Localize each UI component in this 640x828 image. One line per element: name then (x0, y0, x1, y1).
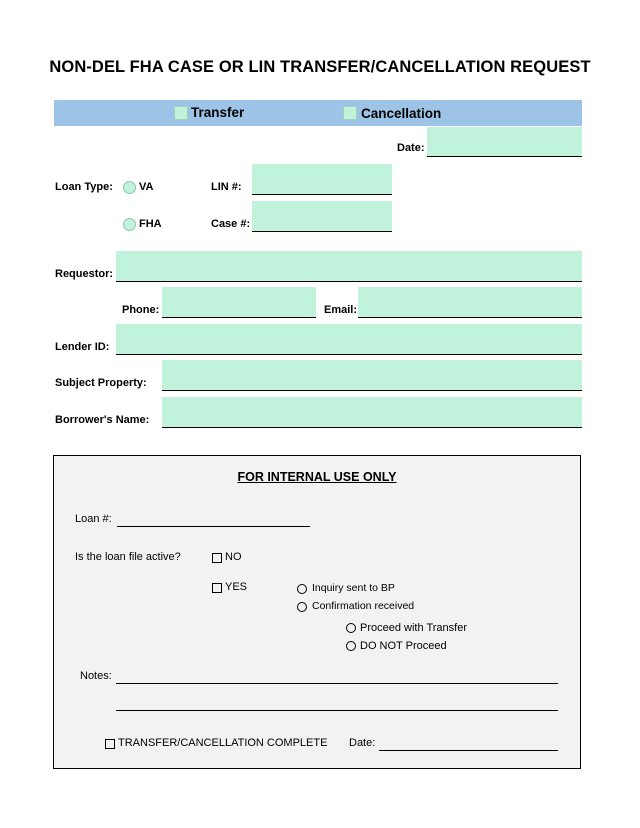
email-label: Email: (324, 304, 358, 316)
internal-date-label: Date: (349, 737, 376, 749)
transfer-label: Transfer (191, 105, 245, 120)
internal-date-field[interactable] (379, 750, 558, 751)
date-field[interactable] (427, 127, 582, 157)
proceed-label: Proceed with Transfer (360, 622, 467, 634)
page-title: NON-DEL FHA CASE OR LIN TRANSFER/CANCELLATION REQUEST (49, 58, 591, 76)
yes-checkbox[interactable] (212, 583, 222, 593)
phone-field[interactable] (162, 287, 316, 318)
notes-label: Notes: (80, 670, 112, 682)
active-question: Is the loan file active? (75, 551, 181, 563)
requestor-field[interactable] (116, 251, 582, 282)
case-field[interactable] (252, 201, 392, 232)
no-label: NO (225, 551, 242, 563)
yes-label: YES (225, 581, 248, 593)
notes-line-1[interactable] (116, 683, 558, 684)
not-proceed-radio[interactable] (346, 641, 356, 651)
email-field[interactable] (358, 287, 582, 318)
internal-use-heading: FOR INTERNAL USE ONLY (237, 470, 397, 484)
va-radio[interactable] (123, 181, 136, 194)
transfer-checkbox[interactable] (174, 106, 188, 120)
subject-property-label: Subject Property: (55, 377, 147, 389)
subject-property-field[interactable] (162, 360, 582, 391)
fha-label: FHA (139, 218, 162, 230)
confirmation-radio[interactable] (297, 602, 307, 612)
va-label: VA (139, 181, 154, 193)
borrower-name-field[interactable] (162, 397, 582, 428)
fha-radio[interactable] (123, 218, 136, 231)
internal-use-panel (53, 455, 581, 769)
notes-line-2[interactable] (116, 710, 558, 711)
not-proceed-label: DO NOT Proceed (360, 640, 447, 652)
lin-field[interactable] (252, 164, 392, 195)
lender-id-label: Lender ID: (55, 341, 110, 353)
inquiry-label: Inquiry sent to BP (312, 582, 395, 594)
complete-checkbox[interactable] (105, 739, 115, 749)
date-label: Date: (397, 142, 425, 154)
borrower-name-label: Borrower's Name: (55, 414, 150, 426)
confirmation-label: Confirmation received (312, 600, 415, 612)
cancellation-checkbox[interactable] (343, 106, 357, 120)
no-checkbox[interactable] (212, 553, 222, 563)
requestor-label: Requestor: (55, 268, 114, 280)
loan-type-label: Loan Type: (55, 181, 113, 193)
request-type-bar (54, 100, 582, 126)
lender-id-field[interactable] (116, 324, 582, 355)
complete-label: TRANSFER/CANCELLATION COMPLETE (118, 737, 328, 749)
proceed-radio[interactable] (346, 623, 356, 633)
internal-loan-label: Loan #: (75, 513, 112, 525)
internal-loan-field[interactable] (117, 526, 310, 527)
phone-label: Phone: (122, 304, 160, 316)
case-label: Case #: (211, 218, 251, 230)
lin-label: LIN #: (211, 181, 242, 193)
inquiry-radio[interactable] (297, 584, 307, 594)
cancellation-label: Cancellation (361, 106, 442, 121)
